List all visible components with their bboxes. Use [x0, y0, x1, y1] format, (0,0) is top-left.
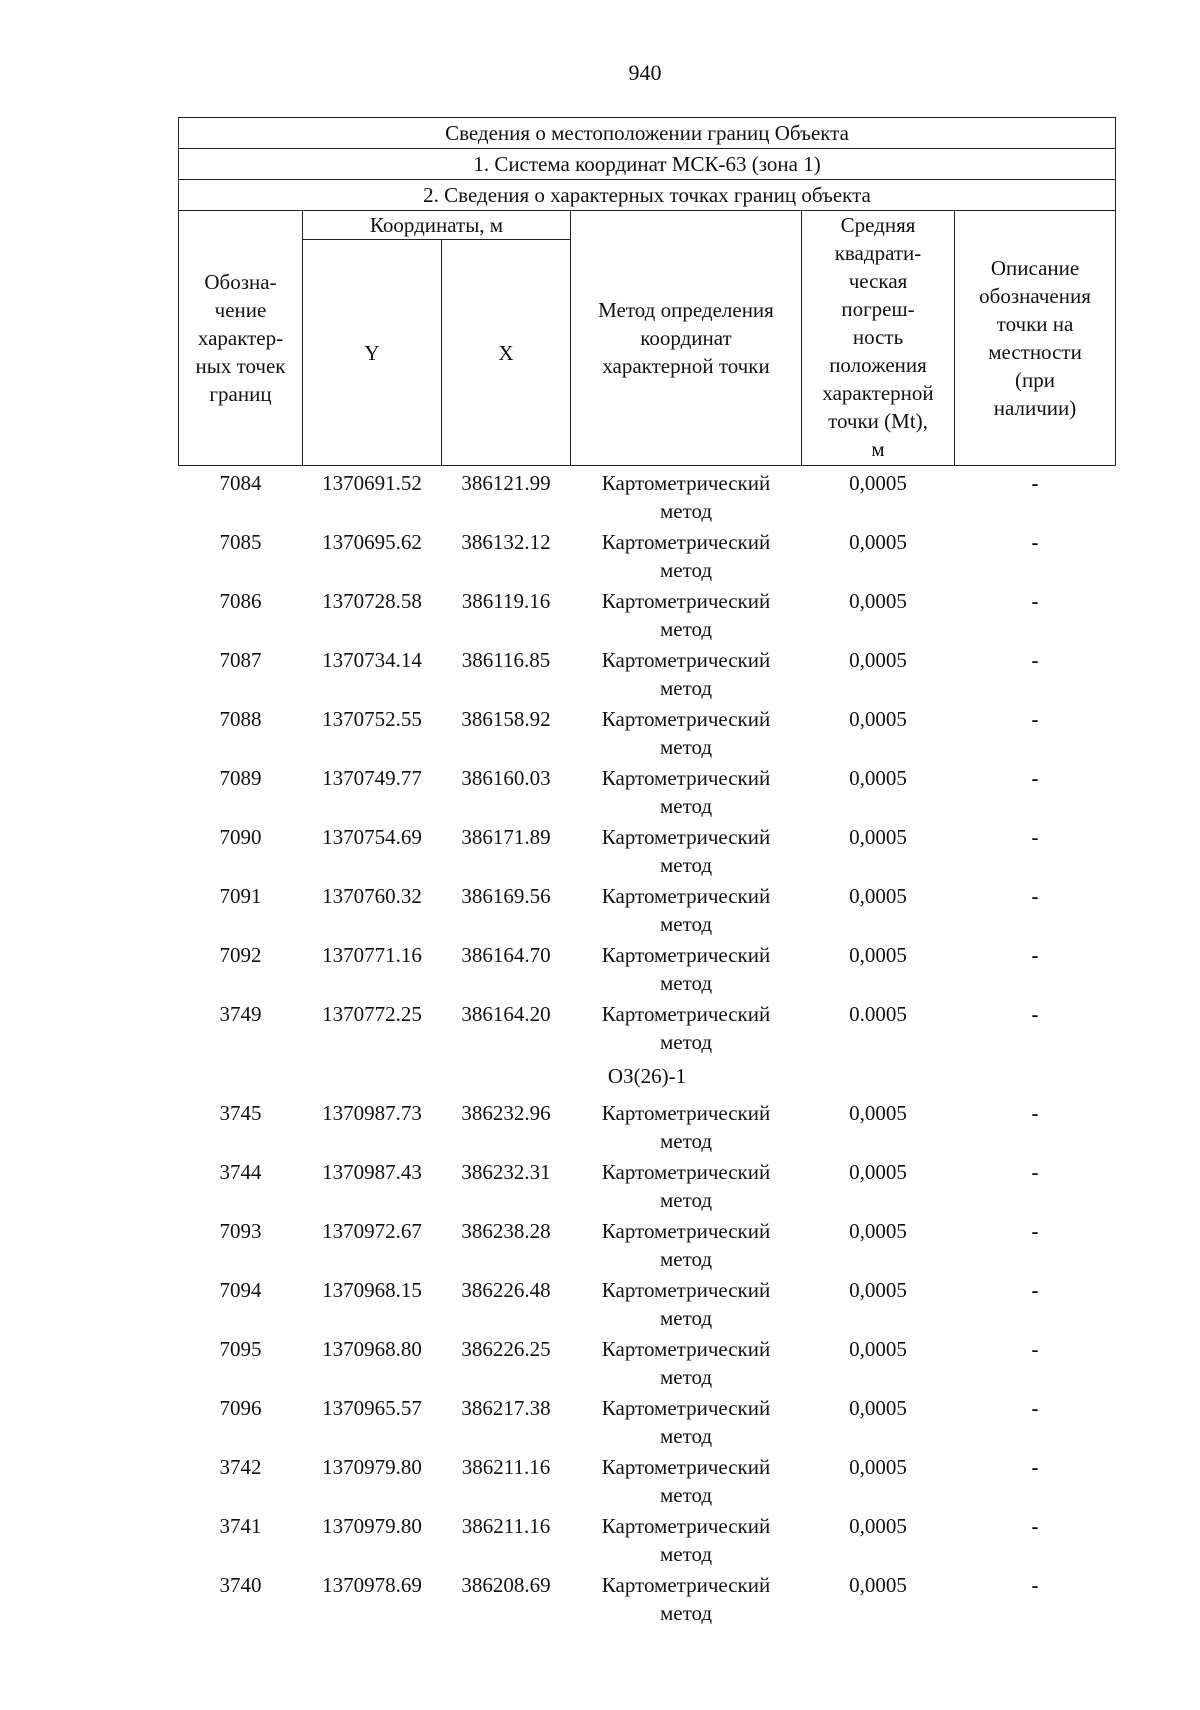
- page-number: 940: [628, 60, 662, 85]
- coord-x: 386158.92: [461, 707, 551, 731]
- point-description: -: [1031, 766, 1039, 790]
- coord-y: 1370987.43: [322, 1160, 422, 1184]
- mean-square-error: 0,0005: [849, 943, 907, 967]
- method: Картометрический метод: [601, 1002, 771, 1054]
- coord-x: 386164.70: [461, 943, 551, 967]
- coord-y: 1370754.69: [322, 825, 422, 849]
- table-row: [179, 1450, 1116, 1509]
- coord-x: 386226.25: [461, 1337, 551, 1361]
- point-description: -: [1031, 825, 1039, 849]
- point-description: -: [1031, 1337, 1039, 1361]
- point-id: 3741: [219, 1514, 262, 1538]
- mean-square-error: 0,0005: [849, 1278, 907, 1302]
- coord-y: 1370728.58: [322, 589, 422, 613]
- coord-x: 386208.69: [461, 1573, 551, 1597]
- section-separator: [179, 1056, 1116, 1096]
- coord-y: 1370979.80: [322, 1514, 422, 1538]
- point-id: 7088: [219, 707, 262, 731]
- col-x: X: [442, 240, 571, 466]
- point-description: -: [1031, 707, 1039, 731]
- table-row: [179, 761, 1116, 820]
- table-row: [179, 1214, 1116, 1273]
- method: Картометрический метод: [601, 1455, 771, 1507]
- point-id: 3740: [219, 1573, 262, 1597]
- coord-x: 386238.28: [461, 1219, 551, 1243]
- point-description: -: [1031, 884, 1039, 908]
- table-title: Сведения о местоположении границ Объекта: [179, 118, 1116, 149]
- point-id: 7084: [219, 471, 262, 495]
- point-description: -: [1031, 1160, 1039, 1184]
- mean-square-error: 0.0005: [849, 1002, 907, 1026]
- point-id: 7094: [219, 1278, 262, 1302]
- coord-x: 386232.96: [461, 1101, 551, 1125]
- method: Картометрический метод: [601, 766, 771, 818]
- method: Картометрический метод: [601, 648, 771, 700]
- method: Картометрический метод: [601, 707, 771, 759]
- method: Картометрический метод: [601, 471, 771, 523]
- point-id: 3749: [219, 1002, 262, 1026]
- point-description: -: [1031, 943, 1039, 967]
- method: Картометрический метод: [601, 1278, 771, 1330]
- mean-square-error: 0,0005: [849, 1514, 907, 1538]
- coord-y: 1370752.55: [322, 707, 422, 731]
- method: Картометрический метод: [601, 1396, 771, 1448]
- coord-x: 386217.38: [461, 1396, 551, 1420]
- method: Картометрический метод: [601, 884, 771, 936]
- mean-square-error: 0,0005: [849, 1160, 907, 1184]
- point-description: -: [1031, 589, 1039, 613]
- coord-y: 1370760.32: [322, 884, 422, 908]
- method: Картометрический метод: [601, 1337, 771, 1389]
- coord-y: 1370772.25: [322, 1002, 422, 1026]
- table-row: [179, 879, 1116, 938]
- mean-square-error: 0,0005: [849, 1455, 907, 1479]
- col-designation: Обозна- чение характер- ных точек границ: [179, 211, 303, 466]
- point-description: -: [1031, 530, 1039, 554]
- coord-y: 1370691.52: [322, 471, 422, 495]
- method: Картометрический метод: [601, 1514, 771, 1566]
- point-description: -: [1031, 1573, 1039, 1597]
- coord-y: 1370972.67: [322, 1219, 422, 1243]
- coord-x: 386160.03: [461, 766, 551, 790]
- mean-square-error: 0,0005: [849, 530, 907, 554]
- mean-square-error: 0,0005: [849, 825, 907, 849]
- method: Картометрический метод: [601, 1160, 771, 1212]
- col-coordinates: Координаты, м: [303, 211, 571, 240]
- table-row: [179, 643, 1116, 702]
- coord-y: 1370978.69: [322, 1573, 422, 1597]
- mean-square-error: 0,0005: [849, 1337, 907, 1361]
- point-id: 7096: [219, 1396, 262, 1420]
- point-description: -: [1031, 1514, 1039, 1538]
- coord-x: 386169.56: [461, 884, 551, 908]
- boundary-points-table: [178, 117, 1116, 1627]
- table-row: [179, 1509, 1116, 1568]
- col-error: Средняя квадрати- ческая погреш- ность положения характерной точки (Mt), м: [802, 211, 955, 466]
- table-row: [179, 820, 1116, 879]
- coord-x: 386164.20: [461, 1002, 551, 1026]
- method: Картометрический метод: [601, 825, 771, 877]
- table-body-group-2: [179, 1096, 1116, 1627]
- point-description: -: [1031, 1396, 1039, 1420]
- coord-y: 1370965.57: [322, 1396, 422, 1420]
- mean-square-error: 0,0005: [849, 766, 907, 790]
- col-y: Y: [303, 240, 442, 466]
- coord-y: 1370734.14: [322, 648, 422, 672]
- method: Картометрический метод: [601, 589, 771, 641]
- col-description: Описание обозначения точки на местности (при наличии): [955, 211, 1116, 466]
- point-id: 7086: [219, 589, 262, 613]
- mean-square-error: 0,0005: [849, 589, 907, 613]
- coord-y: 1370771.16: [322, 943, 422, 967]
- coord-y: 1370968.80: [322, 1337, 422, 1361]
- point-description: -: [1031, 1219, 1039, 1243]
- mean-square-error: 0,0005: [849, 707, 907, 731]
- point-description: -: [1031, 1455, 1039, 1479]
- table-row: [179, 1568, 1116, 1627]
- coord-y: 1370695.62: [322, 530, 422, 554]
- coord-x: 386119.16: [461, 589, 551, 613]
- method: Картометрический метод: [601, 530, 771, 582]
- point-id: 7090: [219, 825, 262, 849]
- method: Картометрический метод: [601, 943, 771, 995]
- coord-y: 1370749.77: [322, 766, 422, 790]
- point-id: 7095: [219, 1337, 262, 1361]
- method: Картометрический метод: [601, 1101, 771, 1153]
- coordinate-system: 1. Система координат МСК-63 (зона 1): [179, 149, 1116, 180]
- point-description: -: [1031, 1101, 1039, 1125]
- table-row: [179, 525, 1116, 584]
- point-description: -: [1031, 1002, 1039, 1026]
- point-id: 3745: [219, 1101, 262, 1125]
- mean-square-error: 0,0005: [849, 1219, 907, 1243]
- table-row: [179, 997, 1116, 1056]
- coord-x: 386132.12: [461, 530, 551, 554]
- table-row: [179, 1155, 1116, 1214]
- coord-x: 386211.16: [461, 1514, 551, 1538]
- mean-square-error: 0,0005: [849, 471, 907, 495]
- mean-square-error: 0,0005: [849, 1573, 907, 1597]
- coord-x: 386226.48: [461, 1278, 551, 1302]
- coord-x: 386211.16: [461, 1455, 551, 1479]
- point-description: -: [1031, 648, 1039, 672]
- coord-y: 1370968.15: [322, 1278, 422, 1302]
- point-id: 7087: [219, 648, 262, 672]
- table-row: [179, 702, 1116, 761]
- method: Картометрический метод: [601, 1573, 771, 1625]
- table-row: [179, 1391, 1116, 1450]
- point-id: 7089: [219, 766, 262, 790]
- point-id: 7092: [219, 943, 262, 967]
- table-header: [179, 118, 1116, 466]
- mean-square-error: 0,0005: [849, 648, 907, 672]
- mean-square-error: 0,0005: [849, 1396, 907, 1420]
- table-row: [179, 938, 1116, 997]
- point-id: 7085: [219, 530, 262, 554]
- table-row: [179, 584, 1116, 643]
- table-row: [179, 466, 1116, 526]
- table-body-group-1: [179, 466, 1116, 1057]
- coord-x: 386171.89: [461, 825, 551, 849]
- coord-y: 1370979.80: [322, 1455, 422, 1479]
- point-description: -: [1031, 1278, 1039, 1302]
- table-row: [179, 1273, 1116, 1332]
- point-id: 7093: [219, 1219, 262, 1243]
- section-heading: 2. Сведения о характерных точках границ объекта: [179, 180, 1116, 211]
- coord-x: 386121.99: [461, 471, 551, 495]
- coord-x: 386232.31: [461, 1160, 551, 1184]
- point-description: -: [1031, 471, 1039, 495]
- coord-x: 386116.85: [461, 648, 551, 672]
- coord-y: 1370987.73: [322, 1101, 422, 1125]
- table-row: [179, 1096, 1116, 1155]
- point-id: 3742: [219, 1455, 262, 1479]
- point-id: 7091: [219, 884, 262, 908]
- method: Картометрический метод: [601, 1219, 771, 1271]
- mean-square-error: 0,0005: [849, 884, 907, 908]
- point-id: 3744: [219, 1160, 262, 1184]
- table-row: [179, 1332, 1116, 1391]
- section-label: ОЗ(26)-1: [607, 1064, 687, 1088]
- col-method: Метод определения координат характерной точки: [571, 211, 802, 466]
- mean-square-error: 0,0005: [849, 1101, 907, 1125]
